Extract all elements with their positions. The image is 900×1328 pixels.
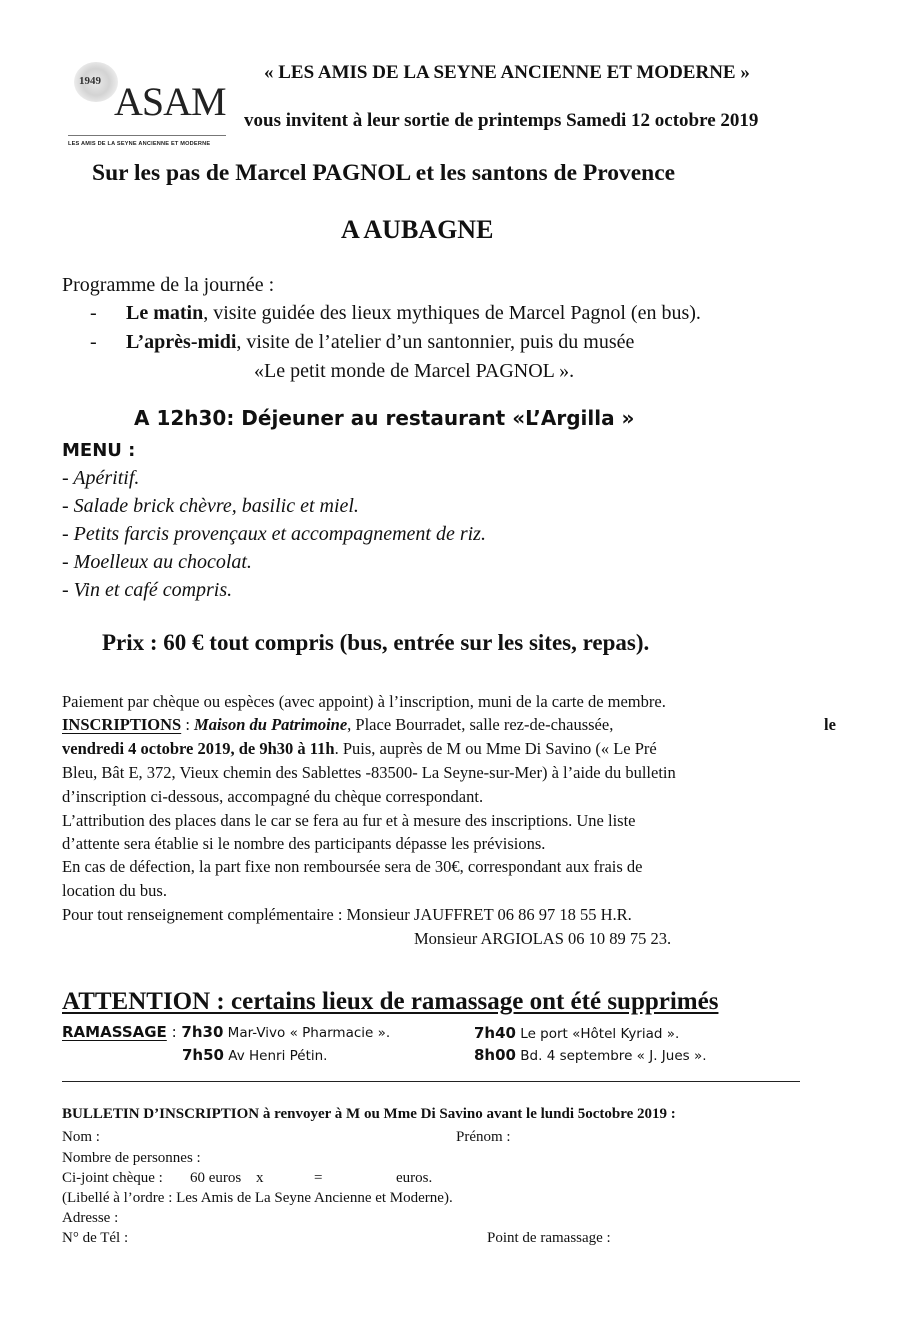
programme-item-morning xyxy=(90,302,701,325)
inscriptions-address: , Place Bourradet, salle rez-de-chaussée, xyxy=(347,715,614,734)
menu-item: - Apéritif. xyxy=(62,467,140,489)
ramassage-stop-3 xyxy=(182,1046,327,1064)
cheque-label: Ci-joint chèque : xyxy=(62,1170,163,1186)
inscriptions-label: INSCRIPTIONS xyxy=(62,715,182,734)
inscriptions-date-line xyxy=(62,739,657,759)
pickup-place: Bd. 4 septembre « J. Jues ». xyxy=(516,1048,707,1064)
programme-item-afternoon xyxy=(90,331,634,354)
menu-item: - Moelleux au chocolat. xyxy=(62,551,252,573)
cheque-amount: 60 euros xyxy=(190,1170,242,1186)
logo-divider xyxy=(68,135,226,136)
list-dash: - xyxy=(90,302,97,324)
contact-line-2: Monsieur ARGIOLAS 06 10 89 75 23. xyxy=(414,929,672,948)
programme-item-label: Le matin xyxy=(126,302,204,324)
pickup-time: 7h30 xyxy=(181,1023,224,1041)
ramassage-colon: : xyxy=(166,1023,182,1041)
invitation-line: vous invitent à leur sortie de printemps Samedi 12 octobre 2019 xyxy=(244,110,759,131)
inscriptions-line xyxy=(62,715,613,735)
inscriptions-place: Maison du Patrimoine xyxy=(194,715,348,734)
logo-wordmark: ASAM xyxy=(114,79,226,124)
ramassage-stop-2 xyxy=(474,1024,679,1042)
inscriptions-date: vendredi 4 octobre 2019, de 9h30 à 11h xyxy=(62,739,335,758)
contact-line-1: Pour tout renseignement complémentaire : Monsieur JAUFFRET 06 86 97 18 55 H.R. xyxy=(62,905,632,924)
info-line: L’attribution des places dans le car se fera au fur et à mesure des inscriptions. Une liste xyxy=(62,811,636,830)
bulletin-nom-label: Nom : xyxy=(62,1129,100,1145)
info-line: En cas de défection, la part fixe non remboursée sera de 30€, correspondant aux frais de xyxy=(62,857,643,876)
association-name: « LES AMIS DE LA SEYNE ANCIENNE ET MODERNE » xyxy=(264,62,750,83)
inscriptions-le: le xyxy=(824,715,836,734)
pickup-place: Av Henri Pétin. xyxy=(224,1048,328,1064)
menu-item: - Salade brick chèvre, basilic et miel. xyxy=(62,495,359,517)
event-place: A AUBAGNE xyxy=(341,215,494,244)
programme-continuation: «Le petit monde de Marcel PAGNOL ». xyxy=(254,360,575,382)
bulletin-libelle: (Libellé à l’ordre : Les Amis de La Seyne Ancienne et Moderne). xyxy=(62,1190,453,1206)
lunch-heading: A 12h30: Déjeuner au restaurant «L’Argilla » xyxy=(134,406,635,430)
menu-item: - Vin et café compris. xyxy=(62,579,233,601)
logo-year: 1949 xyxy=(79,75,101,87)
inscriptions-colon: : xyxy=(181,715,195,734)
info-line: d’attente sera établie si le nombre des participants dépasse les prévisions. xyxy=(62,834,546,853)
pickup-time: 7h40 xyxy=(474,1024,516,1042)
pickup-place: Le port «Hôtel Kyriad ». xyxy=(516,1026,680,1042)
info-line: location du bus. xyxy=(62,881,167,900)
price-line: Prix : 60 € tout compris (bus, entrée sur les sites, repas). xyxy=(102,630,650,655)
bulletin-heading: BULLETIN D’INSCRIPTION à renvoyer à M ou Mme Di Savino avant le lundi 5octobre 2019 : xyxy=(62,1106,676,1122)
cheque-euros: euros. xyxy=(396,1170,433,1186)
bulletin-tel-label: N° de Tél : xyxy=(62,1230,129,1246)
ramassage-label: RAMASSAGE xyxy=(62,1023,167,1041)
info-line: d’inscription ci-dessous, accompagné du chèque correspondant. xyxy=(62,787,484,806)
pickup-time: 8h00 xyxy=(474,1046,516,1064)
menu-heading: MENU : xyxy=(62,440,136,461)
bulletin-adresse-label: Adresse : xyxy=(62,1210,119,1226)
programme-item-text: , visite guidée des lieux mythiques de Marcel Pagnol (en bus). xyxy=(203,302,701,324)
logo-subtitle: LES AMIS DE LA SEYNE ANCIENNE ET MODERNE xyxy=(68,141,211,147)
inscriptions-followup: . Puis, auprès de M ou Mme Di Savino (« Le Pré xyxy=(334,739,657,758)
programme-item-label: L’après-midi xyxy=(126,331,237,353)
event-title: Sur les pas de Marcel PAGNOL et les santons de Provence xyxy=(92,160,676,186)
bulletin-point-label: Point de ramassage : xyxy=(487,1230,611,1246)
list-dash: - xyxy=(90,331,97,353)
payment-info: Paiement par chèque ou espèces (avec appoint) à l’inscription, muni de la carte de membre. xyxy=(62,692,666,711)
cut-line-divider xyxy=(62,1081,800,1082)
asam-logo xyxy=(68,60,228,158)
bulletin-prenom-label: Prénom : xyxy=(456,1129,511,1145)
pickup-time: 7h50 xyxy=(182,1046,224,1064)
attention-banner: ATTENTION : certains lieux de ramassage ont été supprimés xyxy=(62,988,719,1015)
bulletin-nombre-label: Nombre de personnes : xyxy=(62,1150,201,1166)
pickup-place: Mar-Vivo « Pharmacie ». xyxy=(223,1025,391,1041)
programme-item-text: , visite de l’atelier d’un santonnier, puis du musée xyxy=(236,331,635,353)
cheque-multiply: x xyxy=(256,1170,264,1186)
cheque-equals: = xyxy=(314,1170,323,1186)
menu-item: - Petits farcis provençaux et accompagnement de riz. xyxy=(62,523,486,545)
info-line: Bleu, Bât E, 372, Vieux chemin des Sablettes -83500- La Seyne-sur-Mer) à l’aide du bulletin xyxy=(62,763,676,782)
programme-heading: Programme de la journée : xyxy=(62,274,275,296)
ramassage-row-1 xyxy=(62,1023,390,1041)
ramassage-stop-4 xyxy=(474,1046,707,1064)
bulletin-cheque-line xyxy=(62,1170,163,1187)
